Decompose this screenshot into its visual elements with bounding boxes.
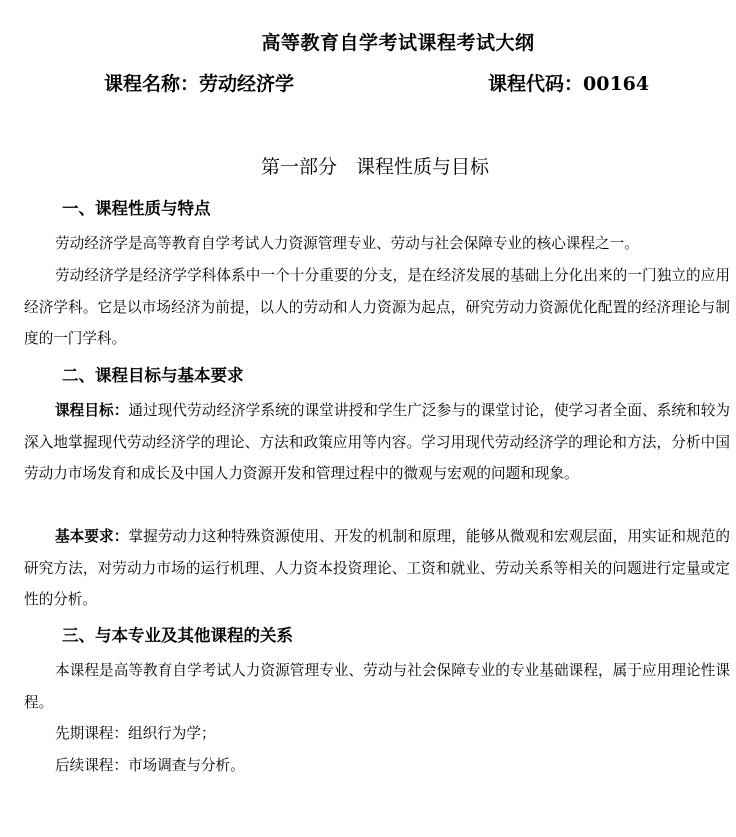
section-heading-goals: 二、课程目标与基本要求	[62, 366, 244, 385]
paragraph-prerequisite: 先期课程：组织行为学；	[55, 725, 216, 742]
basic-requirements-text: 掌握劳动力这种特殊资源使用、开发的机制和原理，能够从微观和宏观层面，用实证和规范的研究方法，对劳动力市场的运行机理、人力资本投资理论、工资和就业、劳动关系等相关的问题进行定量或定性的分析。	[24, 528, 730, 608]
section-heading-relations: 三、与本专业及其他课程的关系	[62, 626, 293, 645]
course-goal-text: 通过现代劳动经济学系统的课堂讲授和学生广泛参与的课堂讨论，使学习者全面、系统和较为深入地掌握现代劳动经济学的理论、方法和政策应用等内容。学习用现代劳动经济学的理论和方法，分析中国劳动力市场发育和成长及中国人力资源开发和管理过程中的微观与宏观的问题和现象。	[24, 402, 730, 482]
paragraph-foundation-course: 本课程是高等教育自学考试人力资源管理专业、劳动与社会保障专业的专业基础课程，属于应用理论性课程。	[24, 662, 730, 711]
course-code: 课程代码：00164	[488, 73, 650, 95]
paragraph-core-course: 劳动经济学是高等教育自学考试人力资源管理专业、劳动与社会保障专业的核心课程之一。	[55, 235, 639, 252]
paragraph-follow-up: 后续课程：市场调查与分析。	[55, 757, 245, 774]
course-goal-label: 课程目标：	[55, 402, 129, 419]
document-title: 高等教育自学考试课程考试大纲	[261, 32, 535, 54]
part-title: 第一部分 课程性质与目标	[260, 156, 489, 178]
section-heading-nature: 一、课程性质与特点	[62, 199, 211, 218]
basic-requirements-label: 基本要求：	[55, 528, 129, 545]
course-name: 课程名称：劳动经济学	[104, 73, 295, 95]
paragraph-basic-requirements	[24, 521, 730, 616]
paragraph-discipline: 劳动经济学是经济学学科体系中一个十分重要的分支，是在经济发展的基础上分化出来的一门独立的应用经济学科。它是以市场经济为前提，以人的劳动和人力资源为起点，研究劳动力资源优化配置的经济理论与制度的一门学科。	[24, 267, 730, 347]
paragraph-course-goal	[24, 395, 730, 490]
